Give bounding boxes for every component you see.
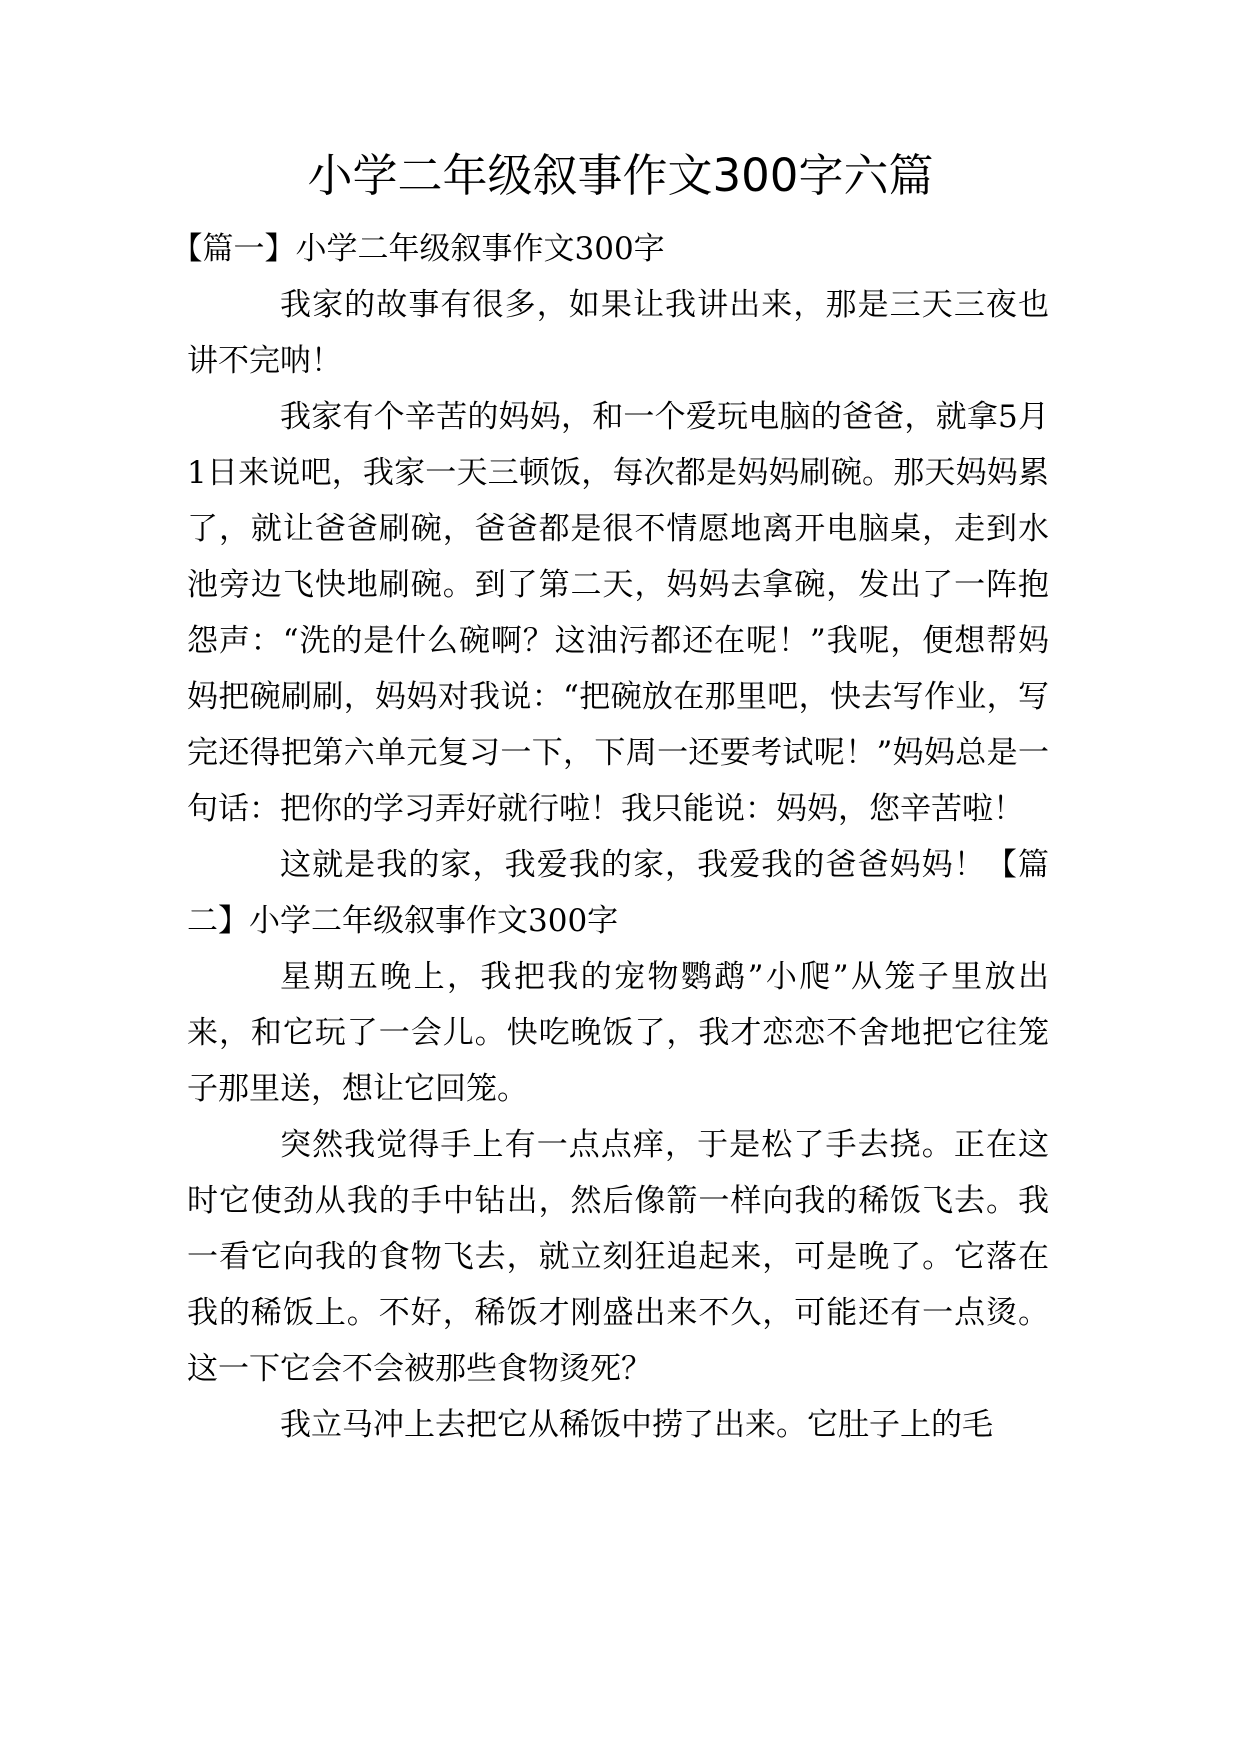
- paragraph: 这就是我的家，我爱我的家，我爱我的爸爸妈妈！【篇二】小学二年级叙事作文300字: [187, 847, 1049, 939]
- paragraph: 突然我觉得手上有一点点痒，于是松了手去挠。正在这时它使劲从我的手中钻出，然后像箭一样向我的稀饭飞去。我一看它向我的食物飞去，就立刻狂追起来，可是晚了。它落在我的稀饭上。不好，稀饭才刚盛出来不久，可能还有一点烫。这一下它会不会被那些食物烫死？: [187, 1127, 1049, 1387]
- paragraph: 我立马冲上去把它从稀饭中捞了出来。它肚子上的毛: [280, 1407, 993, 1443]
- section-heading-1: 【篇一】小学二年级叙事作文300字: [171, 231, 665, 267]
- paragraph: 我家有个辛苦的妈妈，和一个爱玩电脑的爸爸，就拿5月1日来说吧，我家一天三顿饭，每次都是妈妈刷碗。那天妈妈累了，就让爸爸刷碗，爸爸都是很不情愿地离开电脑桌，走到水池旁边飞快地刷碗。到了第二天，妈妈去拿碗，发出了一阵抱怨声：“洗的是什么碗啊？这油污都还在呢！”我呢，便想帮妈妈把碗刷刷，妈妈对我说：“把碗放在那里吧，快去写作业，写完还得把第六单元复习一下，下周一还要考试呢！”妈妈总是一句话：把你的学习弄好就行啦！我只能说：妈妈，您辛苦啦！: [187, 399, 1049, 827]
- document-title: 小学二年级叙事作文300字六篇: [307, 149, 934, 202]
- document-body: [171, 221, 1049, 1453]
- paragraph: 星期五晚上，我把我的宠物鹦鹉”小爬”从笼子里放出来，和它玩了一会儿。快吃晚饭了，我才恋恋不舍地把它往笼子那里送，想让它回笼。: [187, 959, 1049, 1107]
- paragraph: 我家的故事有很多，如果让我讲出来，那是三天三夜也讲不完呐！: [187, 287, 1049, 379]
